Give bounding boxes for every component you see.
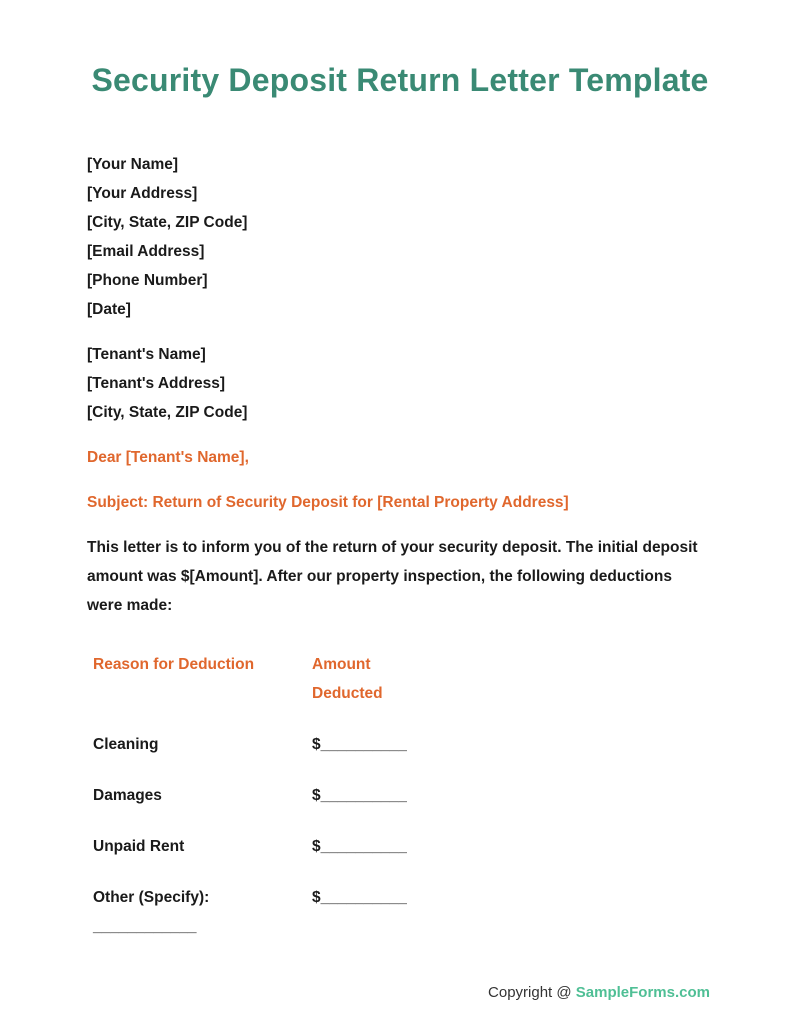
brand-link[interactable]: SampleForms.com xyxy=(575,984,710,1001)
deduction-amount: $__________ xyxy=(312,838,407,855)
sender-name: [Your Name] xyxy=(87,156,179,173)
header-reason: Reason for Deduction xyxy=(93,656,255,673)
table-row xyxy=(93,730,513,781)
deduction-reason: Damages xyxy=(93,787,162,804)
tenant-name: [Tenant's Name] xyxy=(87,346,206,363)
deduction-reason: Other (Specify): ____________ xyxy=(93,889,210,935)
tenant-city-state-zip: [City, State, ZIP Code] xyxy=(87,404,248,421)
table-row xyxy=(93,781,513,832)
deduction-amount: $__________ xyxy=(312,787,407,804)
body-paragraph: This letter is to inform you of the return of your security deposit. The initial deposit amount was $[Amount]. After our property inspection, the following deductions were made: xyxy=(87,539,698,614)
table-header-row xyxy=(93,650,513,730)
deduction-reason: Unpaid Rent xyxy=(93,838,185,855)
sender-address: [Your Address] xyxy=(87,185,198,202)
sender-email: [Email Address] xyxy=(87,243,205,260)
deduction-amount: $__________ xyxy=(312,889,407,906)
copyright-footer xyxy=(488,984,710,1001)
header-amount: Amount Deducted xyxy=(312,656,383,702)
copyright-text: Copyright @ xyxy=(488,984,576,1001)
subject-line: Subject: Return of Security Deposit for [Rental Property Address] xyxy=(87,494,569,511)
table-row xyxy=(93,832,513,883)
tenant-address: [Tenant's Address] xyxy=(87,375,226,392)
sender-city-state-zip: [City, State, ZIP Code] xyxy=(87,214,248,231)
sender-address-block xyxy=(87,150,247,324)
deduction-amount: $__________ xyxy=(312,736,407,753)
deductions-table xyxy=(93,650,513,934)
letter-date: [Date] xyxy=(87,301,131,318)
page-title: Security Deposit Return Letter Template xyxy=(91,62,709,98)
table-row xyxy=(93,883,513,934)
recipient-address-block xyxy=(87,340,247,427)
deduction-reason: Cleaning xyxy=(93,736,159,753)
salutation: Dear [Tenant's Name], xyxy=(87,449,249,466)
sender-phone: [Phone Number] xyxy=(87,272,208,289)
